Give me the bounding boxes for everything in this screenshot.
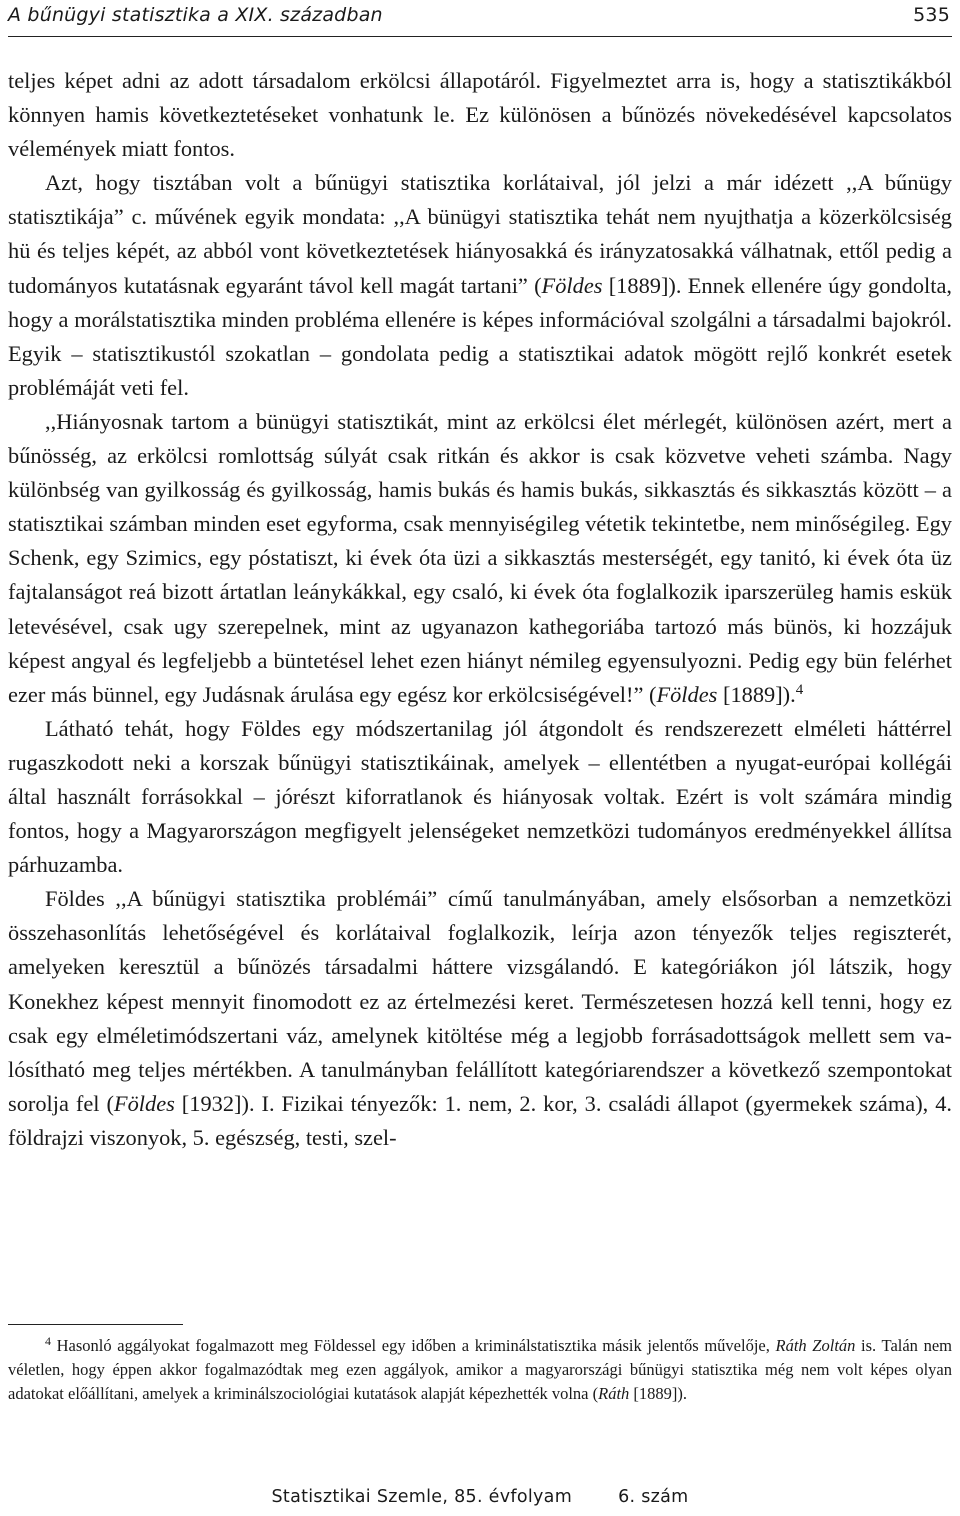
text-run: Hasonló aggályokat fogalmazott meg Földessel egy időben a kriminálstatisztika másik jelentős művelője,: [51, 1336, 776, 1355]
running-head-title: A bűnügyi statisztika a XIX. században: [8, 4, 383, 26]
header-rule: [8, 36, 952, 37]
cited-author: Földes: [541, 272, 603, 298]
text-run: is. Talán nem véletlen, hogy éppen akkor fogalmazódtak meg ezen aggályok, amikor a magyarországi bűnügyi statisztika még nem volt képes olyan adatokat előállítani, amelyek a kriminálszociológiai kutatások alapját képezhették volna (: [8, 1336, 952, 1404]
paragraph: [8, 882, 952, 1155]
text-run: Földes ,,A bűnügyi statisztika problémái” című tanulmányában, amely elsősorban a nemzetközi összehasonlítás lehetőségével és korlátaival foglalkozik, leírja azon tényezők teljes regiszterét, amelyeken keresztül a bűnözés társadalmi háttere vizsgálandó. E kategóriákon jól látszik, hogy Konekhez képest mennyit finomodott ez az értelmezési keret. Természetesen hozzá kell tenni, hogy ez csak egy elméletimódszertani váz, amelynek kitöltése még a legjobb forrásadottságok mellett sem valósítható meg teljes mértékben. A tanulmányban felállított kategóriarendszer a következő szempontokat sorolja fel (: [8, 886, 952, 1116]
text-run: [1889]).: [629, 1384, 688, 1404]
text-run: Azt, hogy tisztában volt a bűnügyi statisztika korlátaival, jól jelzi a már idézett ,,A bűnügy statisztikája” c. művének egyik mondata: ,,A bünügyi statisztika tehát nem nyujthatja a közerkölcsiség hü és teljes képét, az abból vont következtetések hiányosakká és irányzatosakká válhatnak, ettől pedig a tudományos kutatásnak egyaránt távol kell magát tartani” (: [8, 170, 952, 298]
article-body: [8, 64, 952, 1155]
paragraph: teljes képet adni az adott társadalom erkölcsi állapotáról. Figyelmeztet arra is, hogy a statisztikákból könnyen hamis következtetéseket vonhatunk le. Ez különösen a bűnözés növekedésével kapcsolatos vélemények miatt fontos.: [8, 68, 952, 162]
journal-name: Statisztikai Szemle, 85. évfolyam: [271, 1487, 573, 1507]
running-head: [8, 2, 952, 38]
page-number: 535: [913, 4, 950, 26]
footnote-number: 4: [45, 1334, 51, 1348]
text-run: Látható tehát, hogy Földes egy módszertanilag jól átgondolt és rendszerezett elméleti háttérrel rugaszkodott neki a korszak bűnügyi statisztikáinak, amelyek – ellentétben a nyugat-európai kollégái által használt forrásokkal – jórészt kiforratlanok és hiányosak voltak. Ezért is volt számára mindig fontos, hogy a Magyarországon megfigyelt jelenségeket nemzetközi tudományos eredményekkel állítsa párhuzamba.: [8, 715, 952, 878]
footnote: [8, 1334, 952, 1407]
cited-author: Ráth: [598, 1384, 630, 1404]
issue-number: 6. szám: [618, 1487, 689, 1507]
paragraph: [8, 166, 952, 405]
paragraph: [8, 712, 952, 882]
running-foot: [0, 1487, 960, 1507]
footnote-ref: 4: [795, 681, 804, 698]
text-run: [1889]).: [717, 681, 796, 707]
text-run: [1889]). Ennek ellenére úgy gondolta, hogy a morálstatisztika minden probléma ellenére is képes információval szolgálni a társadalmi bajokról. Egyik – statisztikustól szokatlan – gondolata pedig a statisztikai adatok mögött rejlő konkrét esetek problémáját veti fel.: [8, 272, 952, 400]
cited-author: Földes: [656, 681, 718, 707]
text-run: ,,Hiányosnak tartom a bünügyi statisztikát, mint az erkölcsi élet mérlegét, különösen azért, mert a bűnösség, az erkölcsi romlottság súlyát csak ritkán és akkor is csak közvetve veheti számba. Nagy különbség van gyilkosság és gyilkosság, hamis bukás és hamis bukás, sikkasztás és sikkasztás között – a statisztikai számban minden eset egyforma, csak mennyiségileg vétetik tekintetbe, nem minőségileg. Egy Schenk, egy Szimics, egy póstatiszt, ki évek óta üzi a sikkasztás mesterségét, egy tanitó, ki évek óta üz fajtalanságot reá bizott ártatlan leánykákkal, egy csaló, ki évek óta foglalkozik iparszerüleg hamis eskük letevésével, csak ugy szerepelnek, mint az ugyanazon kathegoriába tartozó más bünös, ki hozzájuk képest angyal és legfeljebb a büntetésel lehet ezen hiányt némileg egyensulyozni. Pedig egy bün felérhet ezer más bünnel, egy Judásnak árulása egy egész kor erkölcsiségével!” (: [8, 408, 952, 707]
cited-author: Földes: [113, 1090, 175, 1116]
text-run: [1932]). I. Fizikai tényezők: 1. nem, 2. kor, 3. családi állapot (gyermekek száma), 4. földrajzi viszonyok, 5. egészség, testi, szel-: [8, 1090, 952, 1150]
cited-author: Ráth Zoltán: [775, 1336, 856, 1355]
footnote-separator: [8, 1324, 183, 1325]
paragraph: [8, 405, 952, 712]
